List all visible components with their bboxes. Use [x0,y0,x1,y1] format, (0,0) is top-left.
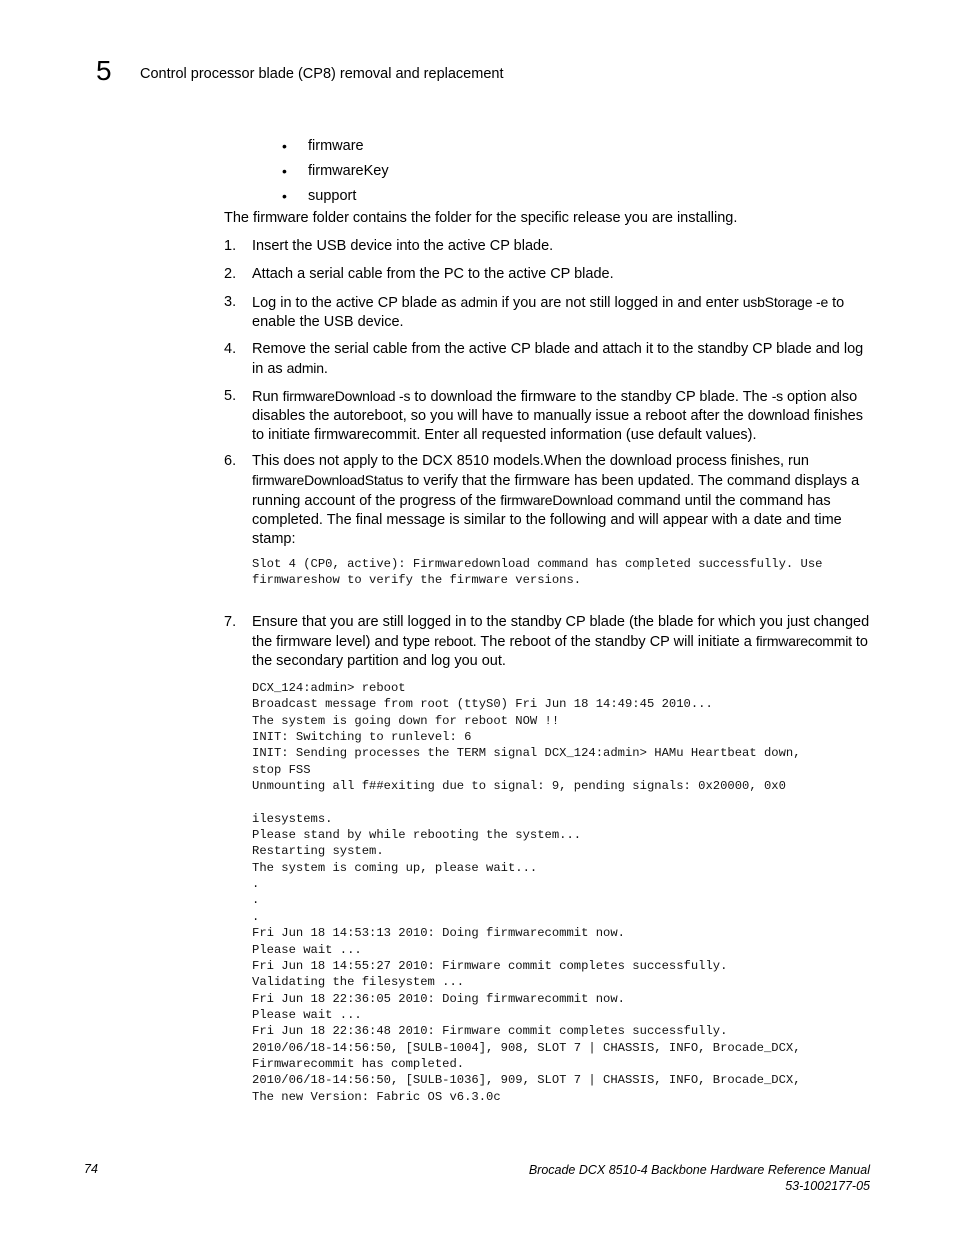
chapter-number: 5 [96,55,112,86]
step-number: 6. [224,453,237,469]
command-firmwaredownload-s: firmwareDownload -s [282,388,411,404]
step-number: 3. [224,294,237,310]
command-option-s: -s [771,388,783,404]
folder-list [282,134,389,209]
step-number: 1. [224,238,237,254]
step-text: Attach a serial cable from the PC to the active CP blade. [252,266,614,282]
list-item: • support [282,184,389,209]
document-number: 53-1002177-05 [785,1179,870,1193]
bullet-icon: • [282,188,287,204]
command-firmwaredownload: firmwareDownload [500,492,614,508]
command-firmwarecommit: firmwarecommit [755,633,852,649]
step-text: Run firmwareDownload -s to download the firmware to the standby CP blade. The -s option also disables the autoreboot, so you will have to manually issue a reboot after the download finishes to initiate firmwarecommit. Enter all requested information (use default values). [252,388,863,443]
code-block-reboot-output: DCX_124:admin> reboot Broadcast message from root (ttyS0) Fri Jun 18 14:49:45 2010... The system is going down for reboot NOW !! INIT: Switching to runlevel: 6 INIT: Sending processes the TERM signal DCX_124:admin> HAMu Heartbeat down, stop FSS Unmounting all f##exiting due to signal: 9, pending signals: 0x20000, 0x0 ilesystems. Please stand by while rebooting the system... Restarting system. The system is coming up, please wait... . . . Fri Jun 18 14:53:13 2010: Doing firmwarecommit now. Please wait ... Fri Jun 18 14:55:27 2010: Firmware commit completes successfully. Validating the filesystem ... Fri Jun 18 22:36:05 2010: Doing firmwarecommit now. Please wait ... Fri Jun 18 22:36:48 2010: Firmware commit completes successfully. 2010/06/18-14:56:50, [SULB-1004], 908, SLOT 7 | CHASSIS, INFO, Brocade_DCX, Firmwarecommit has completed. 2010/06/18-14:56:50, [SULB-1036], 909, SLOT 7 | CHASSIS, INFO, Brocade_DCX, The new Version: Fabric OS v6.3.0c [252,681,801,1104]
step-text: This does not apply to the DCX 8510 models.When the download process finishes, run firmwareDownloadStatus to verify that the firmware has been updated. The command displays a running account of the progress of the firmwareDownload command until the command has completed. The final message is similar to the following and will appear with a date and time stamp: [252,453,860,547]
step-text: Remove the serial cable from the active CP blade and attach it to the standby CP blade and log in as admin. [252,341,864,377]
step-text: Insert the USB device into the active CP blade. [252,238,554,254]
list-item: • firmwareKey [282,159,389,184]
command-firmwaredownloadstatus: firmwareDownloadStatus [252,472,404,488]
intro-paragraph: The firmware folder contains the folder for the specific release you are installing. [224,210,738,226]
step-number: 5. [224,388,237,404]
page-number: 74 [84,1162,98,1176]
step-number: 2. [224,266,237,282]
step-text: Ensure that you are still logged in to the standby CP blade (the blade for which you just changed the firmware level) and type reboot. The reboot of the standby CP will initiate a firmwarecommit to the secondary partition and log you out. [252,614,870,669]
bullet-icon: • [282,163,287,179]
step-number: 4. [224,341,237,357]
step-text: Log in to the active CP blade as admin if you are not still logged in and enter usbStorage -e to enable the USB device. [252,294,845,330]
step-number: 7. [224,614,237,630]
command-usbstorage: usbStorage -e [742,294,829,310]
footer-manual-info [529,1162,870,1194]
manual-title: Brocade DCX 8510-4 Backbone Hardware Reference Manual [528,1163,870,1177]
command-admin: admin [460,294,498,310]
chapter-title: Control processor blade (CP8) removal and replacement [140,66,504,82]
list-item: • firmware [282,134,389,159]
code-block-download-status: Slot 4 (CP0, active): Firmwaredownload command has completed successfully. Use firmwareshow to verify the firmware versions. [252,557,823,588]
bullet-icon: • [282,138,287,154]
command-admin: admin [286,360,324,376]
command-reboot: reboot [434,633,473,649]
